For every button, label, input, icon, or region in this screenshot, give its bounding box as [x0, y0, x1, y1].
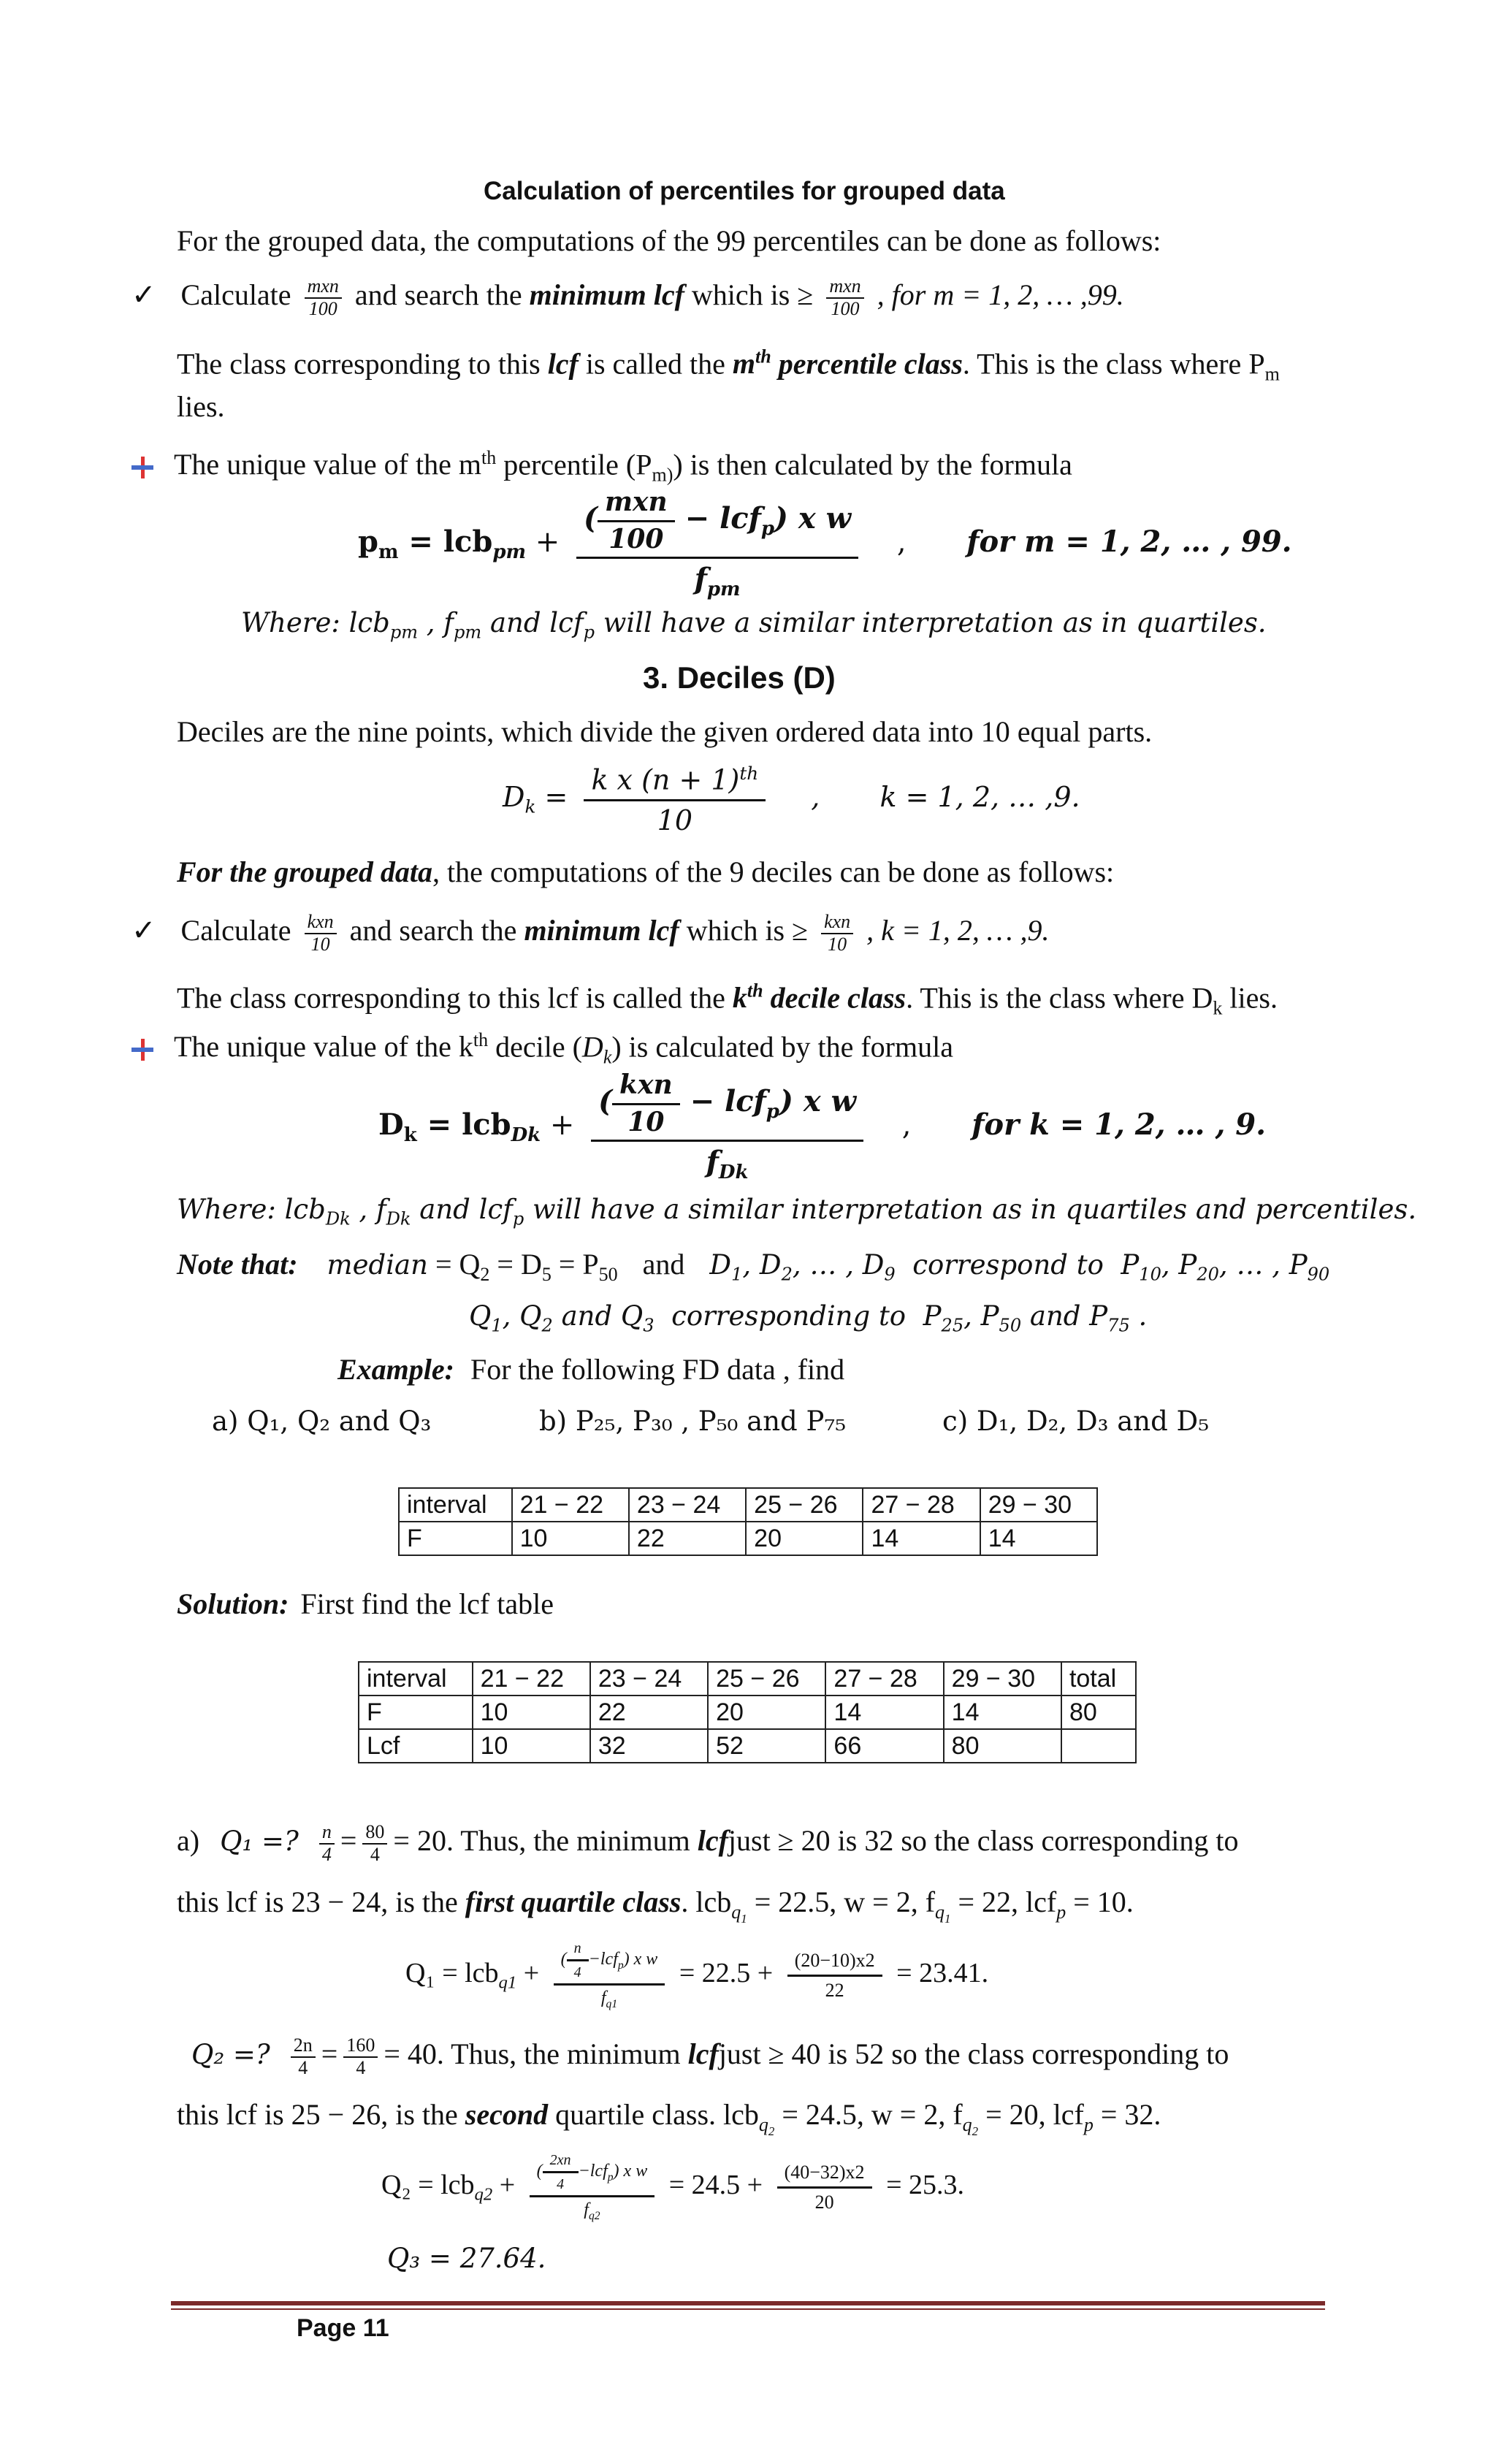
table-cell: 52 [708, 1729, 825, 1763]
checkmark-icon: ✓ [131, 278, 156, 312]
checkmark-icon: ✓ [131, 913, 156, 947]
table-cell: 23 − 24 [629, 1488, 746, 1522]
q3-line: Q₃ = 27.64. [387, 2243, 546, 2274]
decile-formula: $D_k = lcb_{Dk}$ + ( $\frac{\text{kxn}}{10}$ − lcf$_p$) x w $f_{Dk}$ , for k = 1, 2, … , 9. [378, 1069, 1267, 1184]
solution-line: Solution: First find the lcf table [177, 1587, 554, 1620]
page-title: Calculation of percentiles for grouped data [484, 177, 1005, 205]
percentile-where-line: Where: lcb$_{pm}$ , $f_{pm}$ and lcf$_p$ will have a similar interpretation as in quartiles. [241, 607, 1267, 643]
decile-class-line: The class corresponding to this lcf is called the $k^{th}$ decile class. This is the class where $D_k$ lies. [177, 980, 1278, 1019]
percentile-calc-line: ✓ Calculate $\frac{\text{mxn}}{100}$ and search the minimum lcf which is ≥ $\frac{\text{mxn}}{100}$ , for m = 1, 2, … ,99. [131, 275, 1124, 319]
footer-rule-thin [171, 2308, 1325, 2310]
page-number: Page 11 [297, 2314, 389, 2342]
fd-table [398, 1487, 1098, 1556]
table-cell: 14 [980, 1522, 1097, 1555]
pushpin-icon [131, 457, 153, 478]
deciles-intro: Deciles are the nine points, which divide the given ordered data into 10 equal parts. [177, 715, 1153, 748]
fraction: $\frac{\text{mxn}}{100}$ [826, 276, 863, 319]
deciles-heading: 3. Deciles (D) [643, 660, 836, 695]
table-cell: 23 − 24 [590, 1662, 708, 1696]
q1-formula: Q₁ = lcb$_{q1}$ + ( $\frac{n}{4}$ −lcf$_p$) x w $f_{q1}$ = 22.5 + $\frac{(20-10)x2}{22}$ = 23.41. [405, 1940, 989, 2010]
table-row [399, 1522, 1097, 1555]
table-cell: 29 − 30 [944, 1662, 1061, 1696]
table-row [399, 1488, 1097, 1522]
footer-rule [171, 2301, 1325, 2305]
table-cell: 80 [944, 1729, 1061, 1763]
table-cell: 66 [825, 1729, 943, 1763]
table-cell: 10 [512, 1522, 629, 1555]
table-cell [1061, 1729, 1136, 1763]
pushpin-icon [131, 1039, 153, 1061]
table-cell: 22 [629, 1522, 746, 1555]
table-cell: 27 − 28 [825, 1662, 943, 1696]
decile-calc-line: ✓ Calculate $\frac{\text{kxn}}{10}$ and search the minimum lcf which is ≥ $\frac{\text{kxn}}{10}$ , k = 1, 2, … ,9. [131, 911, 1050, 955]
table-cell: 20 [746, 1522, 863, 1555]
q1-line1: a) Q₁ =? $\frac{n}{4}$ = $\frac{80}{4}$ = 20. Thus, the minimum lcfjust ≥ 20 is 32 so the class corresponding to [177, 1821, 1239, 1865]
table-cell: 10 [473, 1729, 590, 1763]
note-line1: Note that: median = $Q_2 = D_5 = P_{50}$ and $D_1$, $D_2$, … , $D_9$ correspond to $P_{10}$, $P_{20}$, … , $P_{90}$ [177, 1248, 1330, 1285]
table-cell: 21 − 22 [473, 1662, 590, 1696]
table-cell: 10 [473, 1696, 590, 1729]
table-cell: 22 [590, 1696, 708, 1729]
table-cell: 14 [944, 1696, 1061, 1729]
table-row [359, 1662, 1136, 1696]
percentile-class-line2: lies. [177, 390, 225, 423]
example-line: Example: For the following FD data , find [337, 1353, 845, 1386]
q2-line1: Q₂ =? $\frac{2n}{4}$ = $\frac{160}{4}$ = 40. Thus, the minimum lcfjust ≥ 40 is 52 so the class corresponding to [191, 2034, 1229, 2078]
fraction: $\frac{2n}{4}$ [291, 2035, 316, 2078]
table-row [359, 1696, 1136, 1729]
note-line2: $Q_1$, $Q_2$ and $Q_3$ corresponding to $P_{25}$, $P_{50}$ and $P_{75}$ . [469, 1300, 1148, 1336]
percentile-unique-line: The unique value of the $m^{th}$ percentile $(P_{m)})$ is then calculated by the formula [131, 440, 1072, 492]
q1-line2: this lcf is 23 − 24, is the first quartile class. lcb$_{q_1}$ = 22.5, w = 2, $f_{q_1} = 22$, lcf$_p$ = 10. [177, 1885, 1134, 1926]
example-part-c: c) D₁, D₂, D₃ and D₅ [942, 1405, 1210, 1437]
table-cell: interval [399, 1488, 512, 1522]
decile-unique-line: The unique value of the $k^{th}$ decile $(D_k)$ is calculated by the formula [131, 1023, 953, 1075]
example-part-a: a) Q₁, Q₂ and Q₃ [212, 1405, 432, 1437]
table-cell: 80 [1061, 1696, 1136, 1729]
table-cell: total [1061, 1662, 1136, 1696]
table-row [359, 1729, 1136, 1763]
intro-paragraph: For the grouped data, the computations of the 99 percentiles can be done as follows: [177, 224, 1161, 257]
table-cell: 32 [590, 1729, 708, 1763]
table-cell: F [399, 1522, 512, 1555]
decile-basic-formula: $D_k$ = $\frac{k x (n + 1)^{th}}{10}$ , k = 1, 2, … ,9. [503, 763, 1080, 836]
fraction: $\frac{n}{4}$ [319, 1822, 335, 1865]
table-cell: 25 − 26 [746, 1488, 863, 1522]
q2-line2: this lcf is 25 − 26, is the second quartile class. lcb$_{q_2}$ = 24.5, w = 2, $f_{q_2} = 20$, lcf$_p$ = 32. [177, 2098, 1161, 2139]
table-cell: 29 − 30 [980, 1488, 1097, 1522]
q2-formula: Q₂ = lcb$_{q2}$ + ( $\frac{2xn}{4}$ −lcf$_p$) x w $f_{q2}$ = 24.5 + $\frac{(40-32)x2}{20}$ = 25.3. [381, 2152, 964, 2222]
table-cell: F [359, 1696, 473, 1729]
table-cell: 27 − 28 [863, 1488, 980, 1522]
table-cell: 21 − 22 [512, 1488, 629, 1522]
fraction: $\frac{80}{4}$ [362, 1822, 387, 1865]
example-part-b: b) P₂₅, P₃₀ , P₅₀ and P₇₅ [539, 1405, 847, 1437]
lcf-table [358, 1661, 1137, 1763]
table-cell: 25 − 26 [708, 1662, 825, 1696]
table-cell: 14 [863, 1522, 980, 1555]
deciles-grouped-line: For the grouped data, the computations of the 9 deciles can be done as follows: [177, 855, 1115, 888]
percentile-class-line: The class corresponding to this lcf is called the $m^{th}$ percentile class. This is the class where $P_m$ [177, 346, 1280, 385]
table-cell: Lcf [359, 1729, 473, 1763]
fraction: $\frac{\text{kxn}}{10}$ [305, 912, 337, 955]
table-cell: 20 [708, 1696, 825, 1729]
fraction: $\frac{160}{4}$ [343, 2035, 378, 2078]
fraction: $\frac{\text{mxn}}{100}$ [305, 276, 342, 319]
table-cell: interval [359, 1662, 473, 1696]
percentile-formula: $p_m = lcb_{pm}$ + ( $\frac{\text{mxn}}{100}$ − lcf$_p$) x w $f_{pm}$ , for m = 1, 2, … , 99. [358, 487, 1292, 601]
fraction: $\frac{\text{kxn}}{10}$ [821, 912, 853, 955]
table-cell: 14 [825, 1696, 943, 1729]
decile-where-line: Where: lcb$_{Dk}$ , $f_{Dk}$ and lcf$_p$ will have a similar interpretation as in quartiles and percentiles. [177, 1194, 1417, 1229]
